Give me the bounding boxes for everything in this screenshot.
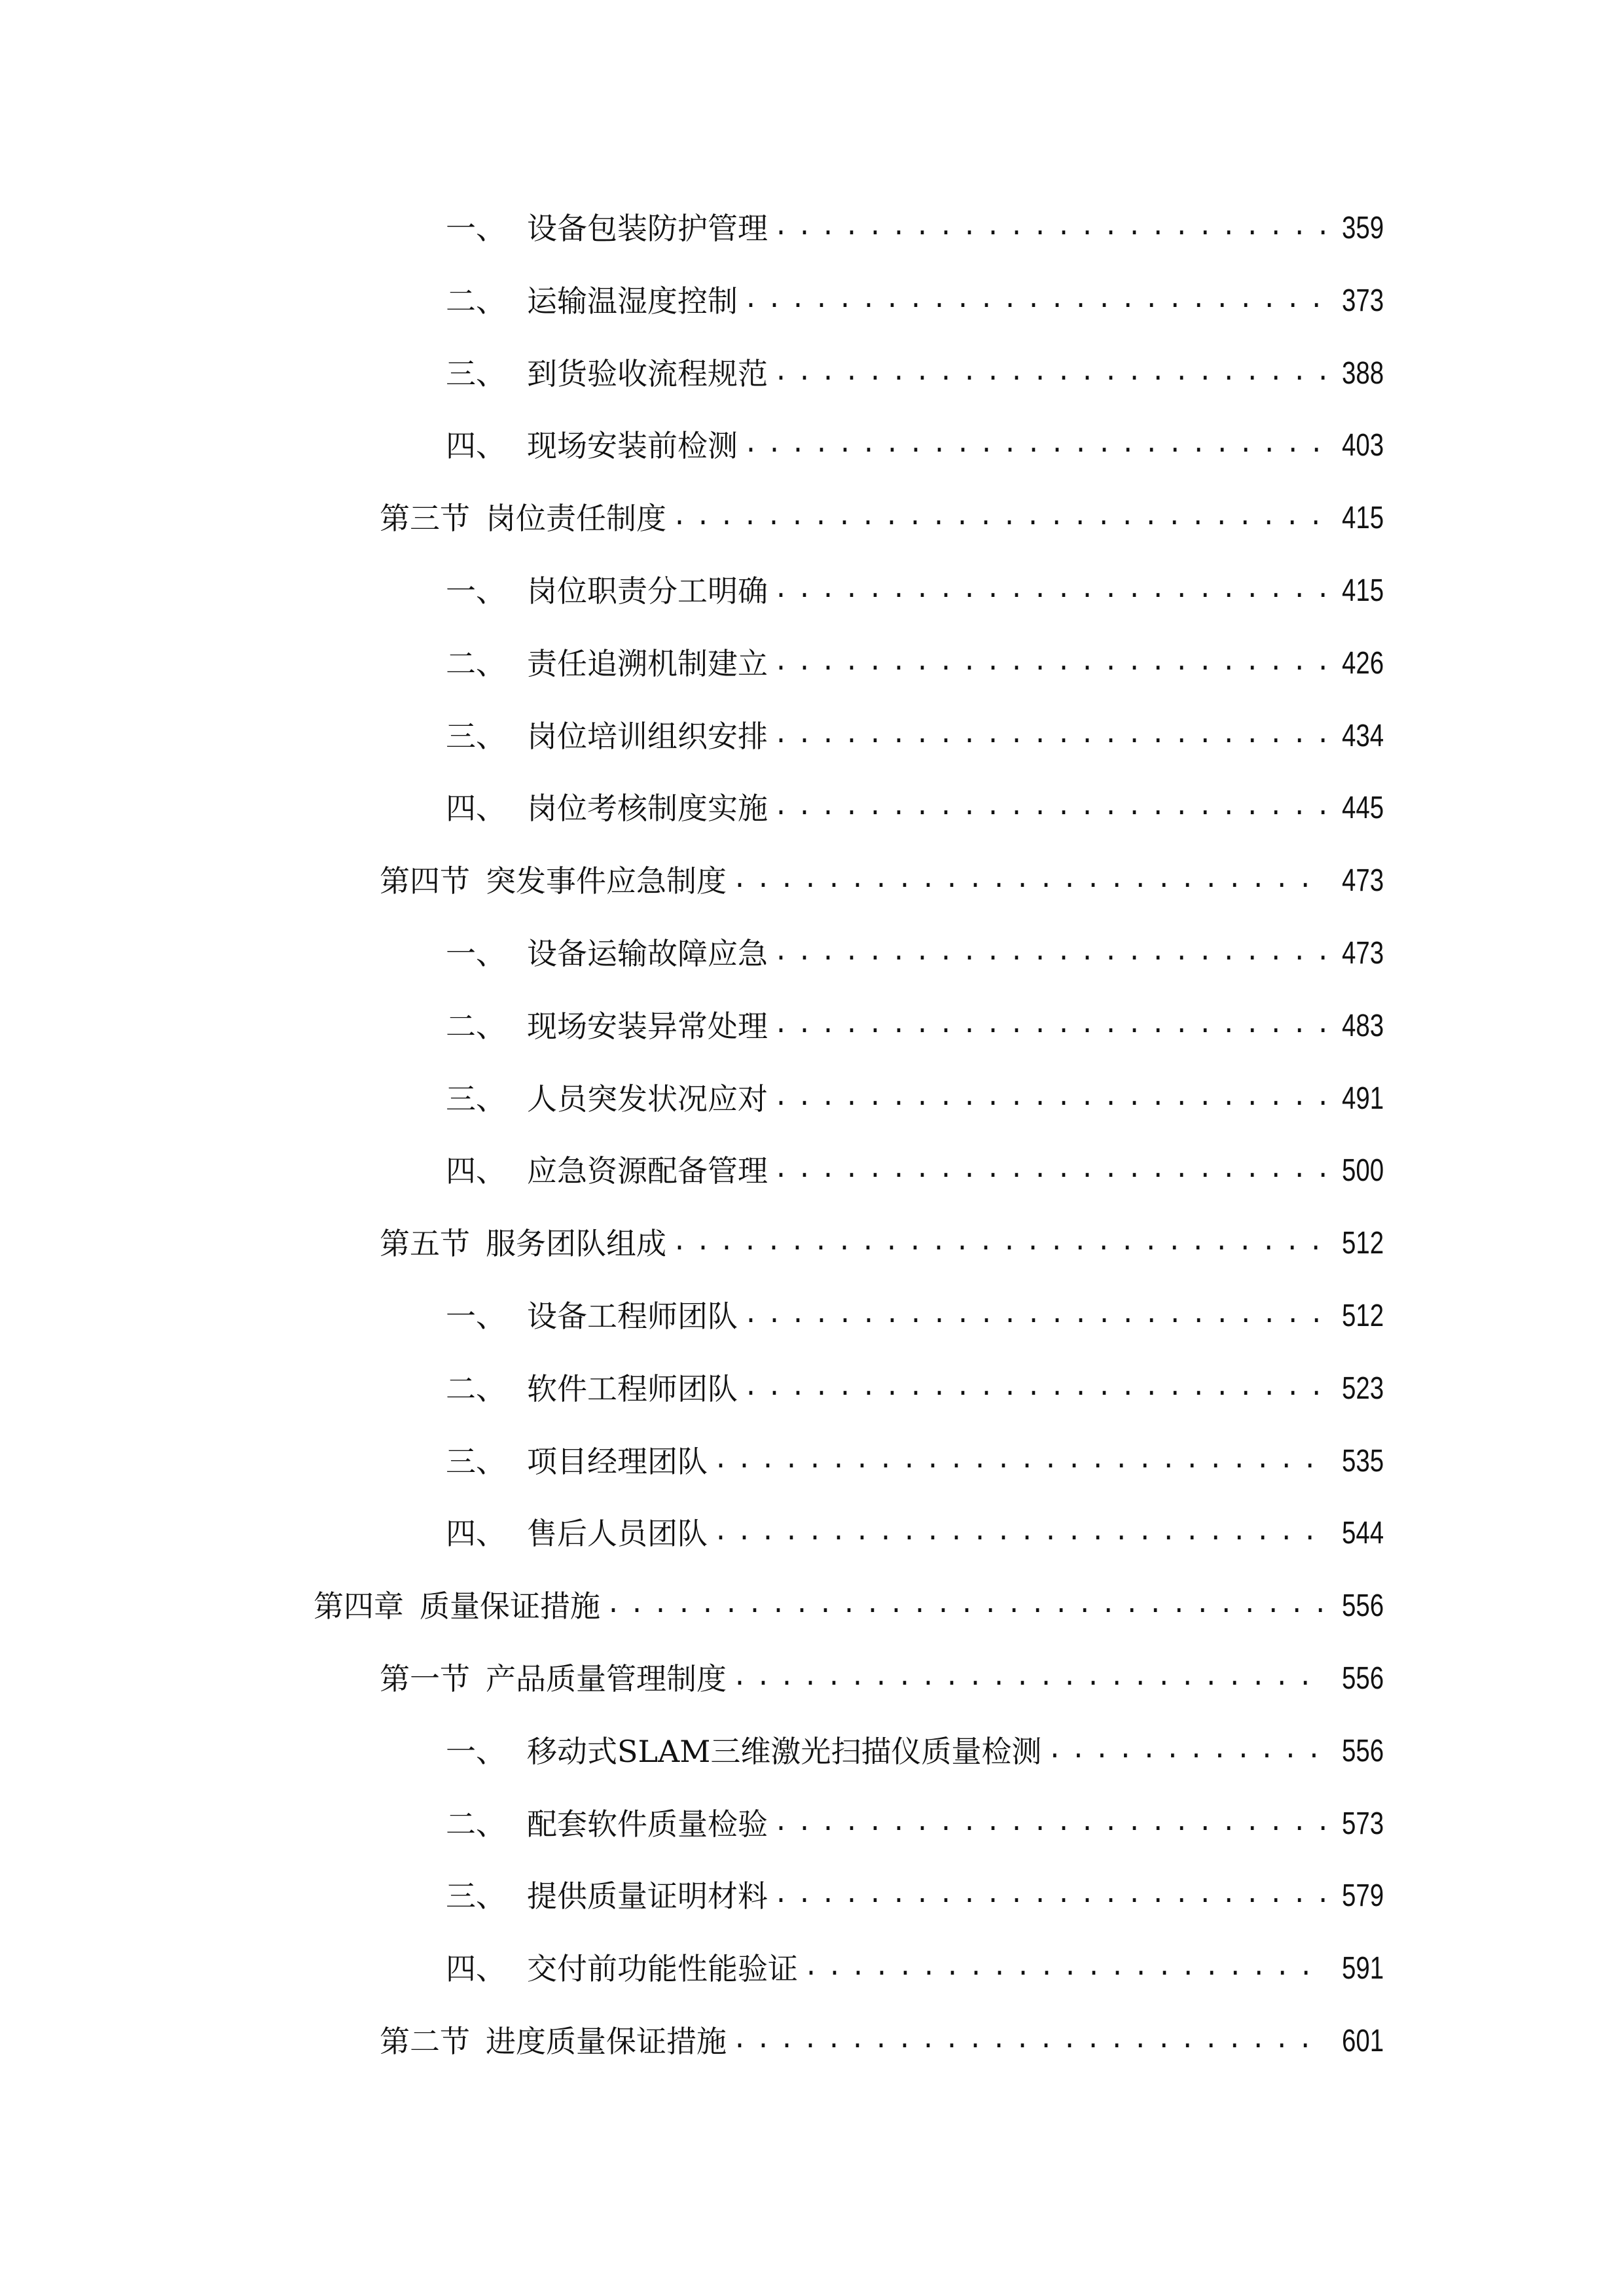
toc-page-number: 556: [1341, 1661, 1384, 1696]
toc-entry-title: 设备运输故障应急: [527, 936, 768, 971]
toc-entry-title: 服务团队组成: [486, 1226, 666, 1262]
toc-subsection-entry[interactable]: [446, 1870, 1384, 1922]
toc-entry-number: 第四章: [314, 1588, 404, 1624]
toc-entry-number: 第四节: [380, 863, 470, 899]
toc-page-number: 445: [1341, 791, 1384, 826]
toc-dot-leader: [743, 420, 1326, 472]
toc-subsection-entry[interactable]: [446, 1290, 1384, 1342]
toc-entry-number: 一、: [446, 211, 506, 246]
toc-page-number: 523: [1341, 1371, 1384, 1406]
toc-entry-title: 设备工程师团队: [527, 1299, 738, 1334]
toc-page-number: 556: [1341, 1588, 1384, 1624]
toc-entry-number: 二、: [446, 283, 506, 319]
toc-subsection-entry[interactable]: [446, 565, 1384, 617]
toc-entry-title: 岗位责任制度: [486, 501, 666, 537]
toc-dot-leader: [773, 927, 1326, 980]
toc-entry-number: 三、: [446, 355, 506, 391]
toc-section-entry[interactable]: [380, 1217, 1384, 1270]
toc-page-number: 403: [1341, 428, 1384, 463]
toc-dot-leader: [743, 1290, 1326, 1342]
toc-dot-leader: [773, 710, 1326, 762]
toc-entry-title: 应急资源配备管理: [527, 1153, 768, 1189]
toc-entry-number: 第五节: [380, 1226, 470, 1262]
toc-subsection-entry[interactable]: [446, 1145, 1384, 1197]
toc-section-entry[interactable]: [380, 2015, 1384, 2068]
toc-subsection-entry[interactable]: [446, 1943, 1384, 1995]
toc-dot-leader: [713, 1435, 1326, 1488]
toc-entry-number: 三、: [446, 1443, 506, 1479]
toc-subsection-entry[interactable]: [446, 348, 1384, 400]
toc-dot-leader: [605, 1580, 1326, 1632]
toc-dot-leader: [732, 1653, 1326, 1705]
toc-entry-title: 现场安装前检测: [527, 428, 738, 464]
toc-page-number: 544: [1341, 1516, 1384, 1551]
toc-subsection-entry[interactable]: [446, 782, 1384, 834]
toc-section-entry[interactable]: [380, 855, 1384, 907]
toc-page-number: 535: [1341, 1443, 1384, 1479]
toc-entry-title: 到货验收流程规范: [527, 355, 768, 391]
toc-entry-number: 第二节: [380, 2024, 470, 2059]
toc-entry-title: 移动式SLAM三维激光扫描仪质量检测: [527, 1733, 1042, 1769]
toc-page-number: 512: [1341, 1299, 1384, 1333]
toc-dot-leader: [773, 565, 1326, 617]
toc-entry-title: 交付前功能性能验证: [527, 1951, 798, 1987]
toc-dot-leader: [773, 637, 1326, 690]
toc-subsection-entry[interactable]: [446, 275, 1384, 327]
toc-page-number: 491: [1341, 1081, 1384, 1116]
toc-entry-number: 四、: [446, 791, 506, 827]
toc-entry-title: 责任追溯机制建立: [527, 645, 768, 681]
toc-page-number: 512: [1341, 1226, 1384, 1261]
toc-entry-title: 产品质量管理制度: [486, 1661, 727, 1696]
toc-dot-leader: [773, 1798, 1326, 1850]
toc-entry-number: 一、: [446, 1733, 506, 1769]
toc-entry-title: 质量保证措施: [420, 1588, 600, 1624]
toc-subsection-entry[interactable]: [446, 1363, 1384, 1415]
toc-entry-title: 项目经理团队: [527, 1443, 708, 1479]
toc-dot-leader: [672, 492, 1326, 545]
toc-subsection-entry[interactable]: [446, 1507, 1384, 1560]
toc-entry-number: 第三节: [380, 501, 470, 537]
toc-page-number: 426: [1341, 645, 1384, 681]
toc-dot-leader: [773, 1145, 1326, 1197]
toc-dot-leader: [743, 1363, 1326, 1415]
toc-page-number: 573: [1341, 1806, 1384, 1841]
toc-dot-leader: [743, 275, 1326, 327]
toc-page-number: 601: [1341, 2024, 1384, 2058]
toc-page-number: 415: [1341, 501, 1384, 536]
toc-page-number: 415: [1341, 573, 1384, 608]
toc-subsection-entry[interactable]: [446, 1000, 1384, 1052]
toc-entry-title: 岗位职责分工明确: [527, 573, 768, 609]
toc-section-entry[interactable]: [380, 1653, 1384, 1705]
toc-dot-leader: [732, 2015, 1326, 2068]
toc-entry-number: 一、: [446, 1299, 506, 1334]
toc-dot-leader: [773, 1073, 1326, 1125]
toc-entry-number: 三、: [446, 1081, 506, 1117]
toc-dot-leader: [732, 855, 1326, 907]
toc-subsection-entry[interactable]: [446, 637, 1384, 690]
toc-dot-leader: [773, 1000, 1326, 1052]
toc-entry-title: 岗位考核制度实施: [527, 791, 768, 827]
toc-dot-leader: [773, 782, 1326, 834]
toc-subsection-entry[interactable]: [446, 420, 1384, 472]
toc-entry-title: 运输温湿度控制: [527, 283, 738, 319]
toc-entry-title: 售后人员团队: [527, 1516, 708, 1552]
toc-chapter-entry[interactable]: [314, 1580, 1384, 1632]
toc-dot-leader: [672, 1217, 1326, 1270]
toc-entry-title: 进度质量保证措施: [486, 2024, 727, 2059]
toc-dot-leader: [773, 202, 1326, 255]
toc-dot-leader: [773, 348, 1326, 400]
toc-dot-leader: [773, 1870, 1326, 1922]
toc-dot-leader: [1047, 1725, 1326, 1778]
toc-page-number: 388: [1341, 355, 1384, 391]
toc-subsection-entry[interactable]: [446, 710, 1384, 762]
toc-entry-number: 二、: [446, 1371, 506, 1407]
toc-entry-title: 人员突发状况应对: [527, 1081, 768, 1117]
toc-page-number: 556: [1341, 1733, 1384, 1768]
toc-entry-number: 四、: [446, 1516, 506, 1552]
toc-page-number: 473: [1341, 936, 1384, 971]
toc-subsection-entry[interactable]: [446, 1798, 1384, 1850]
toc-entry-number: 四、: [446, 1951, 506, 1987]
toc-page-number: 500: [1341, 1153, 1384, 1189]
toc-entry-number: 二、: [446, 1008, 506, 1044]
toc-entry-number: 四、: [446, 428, 506, 464]
toc-entry-title: 岗位培训组织安排: [527, 718, 768, 754]
toc-dot-leader: [803, 1943, 1326, 1995]
toc-entry-title: 设备包装防护管理: [527, 211, 768, 246]
toc-dot-leader: [713, 1507, 1326, 1560]
toc-page-number: 579: [1341, 1878, 1384, 1914]
toc-page-number: 434: [1341, 718, 1384, 753]
toc-page-number: 591: [1341, 1951, 1384, 1986]
toc-page-number: 373: [1341, 283, 1384, 318]
toc-entry-number: 第一节: [380, 1661, 470, 1696]
toc-subsection-entry[interactable]: [446, 1073, 1384, 1125]
toc-page-number: 359: [1341, 211, 1384, 245]
toc-entry-number: 三、: [446, 1878, 506, 1914]
toc-subsection-entry[interactable]: [446, 1725, 1384, 1778]
toc-subsection-entry[interactable]: [446, 1435, 1384, 1488]
toc-entry-title: 突发事件应急制度: [486, 863, 727, 899]
toc-page-number: 473: [1341, 863, 1384, 899]
toc-section-entry[interactable]: [380, 492, 1384, 545]
toc-entry-title: 配套软件质量检验: [527, 1806, 768, 1842]
toc-entry-title: 现场安装异常处理: [527, 1008, 768, 1044]
toc-entry-number: 二、: [446, 645, 506, 681]
toc-entry-title: 提供质量证明材料: [527, 1878, 768, 1914]
toc-entry-number: 一、: [446, 573, 506, 609]
toc-subsection-entry[interactable]: [446, 202, 1384, 255]
toc-entry-number: 二、: [446, 1806, 506, 1842]
toc-entry-number: 一、: [446, 936, 506, 971]
toc-entry-number: 三、: [446, 718, 506, 754]
toc-page-number: 483: [1341, 1008, 1384, 1043]
toc-subsection-entry[interactable]: [446, 927, 1384, 980]
toc-entry-title: 软件工程师团队: [527, 1371, 738, 1407]
toc-entry-number: 四、: [446, 1153, 506, 1189]
